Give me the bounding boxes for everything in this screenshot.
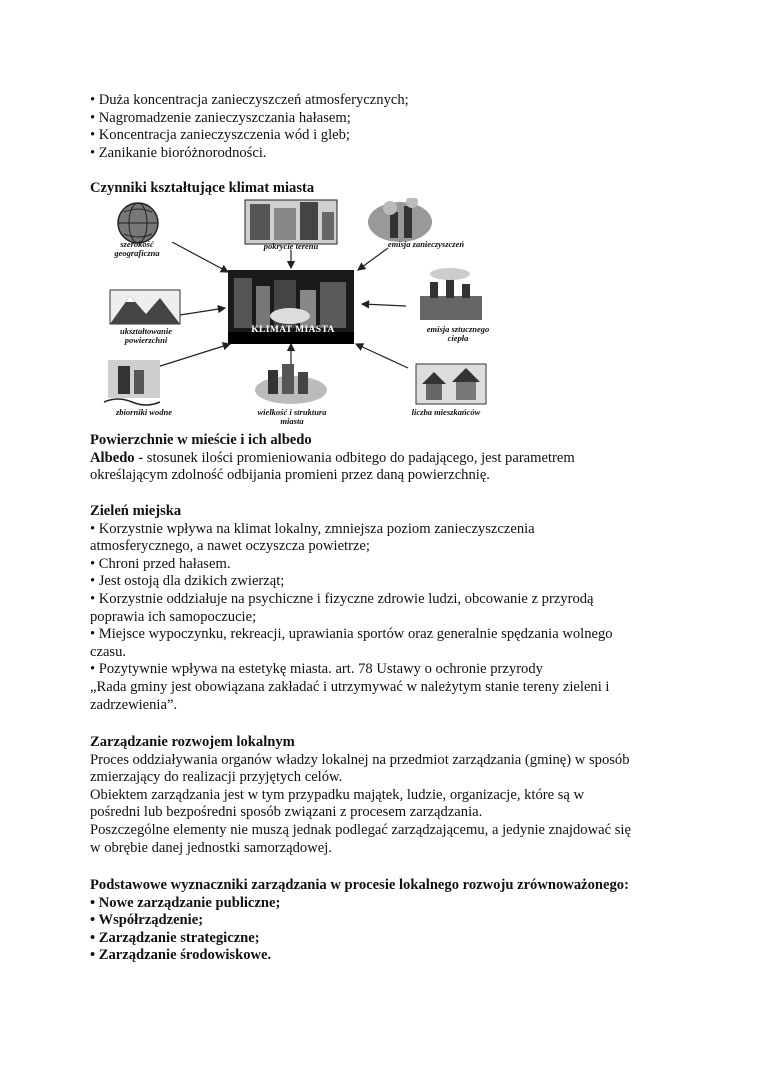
factory-heat-icon [420, 268, 482, 320]
albedo-line-2: określającym zdolność odbijania promieni przez daną powierzchnię. [90, 467, 490, 484]
latitude-label [92, 240, 182, 258]
water-label [94, 408, 194, 417]
paragraph-line: • Miejsce wypoczynku, rekreacji, uprawiania sportów oraz generalnie spędzania wolnego [90, 626, 613, 643]
paragraph-line: zmierzający do realizacji przyjętych celów. [90, 769, 343, 786]
land-cover-label [240, 242, 342, 251]
label-line: ciepła [447, 333, 469, 343]
paragraph-line: atmosferycznego, a nawet oczyszcza powietrze; [90, 538, 370, 555]
paragraph-line: Obiektem zarządzania jest w tym przypadku majątek, ludzie, organizacje, które są w [90, 786, 585, 803]
list-item: • Koncentracja zanieczyszczenia wód i gleb; [90, 127, 350, 144]
arrow-heat [362, 304, 406, 306]
factory-pollution-icon [368, 198, 432, 242]
diagram-graphics [90, 198, 520, 430]
paragraph-line: pośredni lub bezpośredni sposób związani z procesem zarządzania. [90, 804, 483, 821]
city-climate-center-label: KLIMAT MIASTA [251, 325, 335, 335]
climate-heading-block [90, 180, 690, 198]
paragraph-line: czasu. [90, 643, 127, 660]
climate-heading: Czynniki kształtujące klimat miasta [90, 180, 315, 196]
city-structure-icon [255, 364, 327, 404]
arrow-water [154, 344, 230, 368]
list-item: • Duża koncentracja zanieczyszczeń atmosferycznych; [90, 92, 409, 108]
albedo-line-1 [90, 450, 690, 468]
houses-icon [416, 364, 486, 404]
label-line: geograficzna [114, 248, 160, 258]
determinants-section [90, 877, 690, 965]
paragraph-line: Proces oddziaływania organów władzy lokalnej na przedmiot zarządzania (gminę) w sposób [90, 751, 630, 768]
label-line: pokrycie terenu [263, 241, 319, 251]
paragraph-line: • Chroni przed hałasem. [90, 555, 231, 572]
pollution-bullet-list [90, 92, 690, 162]
list-item: • Zarządzanie strategiczne; [90, 929, 260, 946]
pollution-label [366, 240, 486, 249]
label-line: emisja sztucznego [426, 324, 490, 334]
paragraph-line: • Pozytywnie wpływa na estetykę miasta. art. 78 Ustawy o ochronie przyrody [90, 661, 543, 678]
city-climate-diagram [90, 198, 520, 430]
green-heading: Zieleń miejska [90, 503, 182, 519]
label-line: ukształtowanie [120, 326, 172, 336]
land-cover-icon [245, 200, 337, 244]
globe-icon [118, 203, 158, 243]
label-line: liczba mieszkańców [411, 407, 481, 417]
list-item: • Współrządzenie; [90, 912, 204, 929]
albedo-section [90, 432, 690, 485]
paragraph-line: „Rada gminy jest obowiązana zakładać i utrzymywać w należytym stanie tereny zieleni i [90, 678, 610, 695]
label-line: miasta [280, 416, 304, 426]
arrow-population [356, 344, 408, 368]
albedo-term: Albedo [90, 449, 135, 466]
paragraph-line: • Jest ostoją dla dzikich zwierząt; [90, 573, 285, 590]
green-section [90, 503, 690, 714]
label-line: emisja zanieczyszczeń [387, 239, 465, 249]
label-line: zbiorniki wodne [116, 407, 172, 417]
paragraph-line: Poszczególne elementy nie muszą jednak podlegać zarządzającemu, a jedynie znajdować się [90, 821, 631, 838]
water-reservoir-icon [104, 360, 160, 405]
list-item: • Nagromadzenie zanieczyszczania hałasem; [90, 109, 351, 126]
list-item: • Zanikanie bioróżnorodności. [90, 144, 267, 161]
surface-label [92, 327, 200, 345]
list-item: • Nowe zarządzanie publiczne; [90, 894, 281, 911]
population-label [386, 408, 506, 417]
heat-label [398, 325, 518, 343]
structure-label [232, 408, 352, 426]
list-item: • Zarządzanie środowiskowe. [90, 947, 272, 964]
arrow-pollution [358, 248, 388, 270]
label-line: szerokość [120, 239, 154, 249]
paragraph-line: • Korzystnie oddziałuje na psychiczne i fizyczne zdrowie ludzi, obcowanie z przyrodą [90, 590, 594, 607]
albedo-heading: Powierzchnie w mieście i ich albedo [90, 432, 312, 448]
arrow-surface [180, 308, 225, 315]
management-section [90, 734, 690, 857]
paragraph-line: zadrzewienia”. [90, 696, 178, 713]
management-heading: Zarządzanie rozwojem lokalnym [90, 734, 295, 750]
albedo-definition: - stosunek ilości promieniowania odbitego do padającego, jest parametrem [134, 449, 575, 466]
paragraph-line: w obrębie danej jednostki samorządowej. [90, 839, 332, 856]
paragraph-line: • Korzystnie wpływa na klimat lokalny, zmniejsza poziom zanieczyszczenia [90, 520, 535, 537]
paragraph-line: poprawia ich samopoczucie; [90, 608, 257, 625]
label-line: wielkość i struktura [257, 407, 327, 417]
label-line: powierzchni [124, 335, 168, 345]
mountains-icon [110, 290, 180, 324]
determinants-heading: Podstawowe wyznaczniki zarządzania w procesie lokalnego rozwoju zrównoważonego: [90, 877, 629, 893]
